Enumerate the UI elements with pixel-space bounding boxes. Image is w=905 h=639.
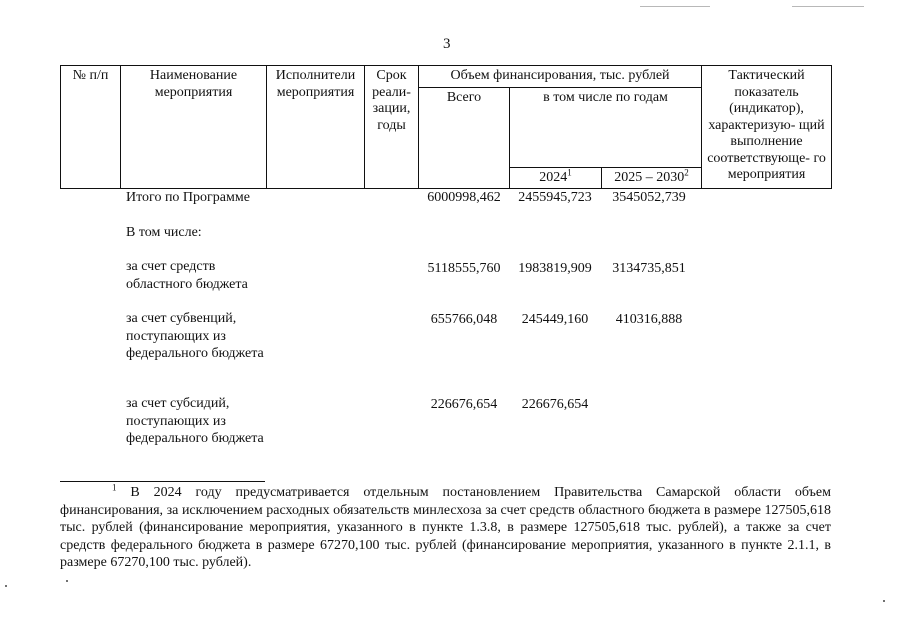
header-by-years: в том числе по годам [510,87,702,167]
footnote-text: В 2024 году предусматривается отдельным постановлением Правительства Самарской области объем финансирования, за исключением расходных обязательств минлесхоза за счет средств областного бюджета в размере 127505,618 тыс. рублей (финансирование мероприятия, указанного в пункте 1.3.8, в размере 127505,618 тыс. рублей), а также за счет средств федерального бюджета в размере 67270,100 тыс. рублей (финансирование мероприятия, указанного в пункте 2.1.1, в размере 67270,100 тыс. рублей). [60,485,831,570]
row-subsidies-total: 226676,654 [430,397,498,412]
footnote-ref-2: 2 [684,166,689,177]
footnote-marker: 1 [112,482,117,493]
header-executors: Исполнители мероприятия [267,66,365,189]
row-subventions-2024: 245449,160 [521,312,589,327]
row-total-2025: 3545052,739 [612,190,686,205]
row-total-total: 6000998,462 [427,190,501,205]
row-regional-total: 5118555,760 [427,261,501,276]
row-total-2024: 2455945,723 [518,190,592,205]
footnote-separator [60,481,265,482]
row-label-total: Итого по Программе [126,190,250,205]
row-regional-2025: 3134735,851 [612,261,686,276]
scan-speck [5,585,7,587]
scan-speck [66,580,68,582]
header-term: Срок реали- зации, годы [365,66,419,189]
row-subventions-total: 655766,048 [430,312,498,327]
row-label-subventions: за счет субвенций, поступающих из федерального бюджета [126,311,264,361]
row-label-subsidies: за счет субсидий, поступающих из федерального бюджета [126,396,264,446]
page-number: 3 [443,36,451,52]
header-indicator: Тактический показатель (индикатор), характеризую- щий выполнение соответствующе- го мероприятия [702,66,832,189]
header-name: Наименование мероприятия [121,66,267,189]
scan-speck [883,600,885,602]
footnote [60,484,831,572]
footnote-ref-1: 1 [567,166,572,177]
row-regional-2024: 1983819,909 [518,261,592,276]
header-financing: Объем финансирования, тыс. рублей [419,66,702,88]
row-subsidies-2024: 226676,654 [521,397,589,412]
top-edge-line-right [792,6,864,7]
header-year-2024: 2024$^1$ [510,167,602,189]
header-num: № п/п [61,66,121,189]
header-year-2025-2030: 2025 – 2030$^2$ [602,167,702,189]
row-subventions-2025: 410316,888 [615,312,683,327]
table-header [60,65,832,189]
header-total: Всего [419,87,510,189]
top-edge-line-left [640,6,710,7]
row-label-regional: за счет средств областного бюджета [126,259,248,292]
row-label-including: В том числе: [126,225,202,240]
